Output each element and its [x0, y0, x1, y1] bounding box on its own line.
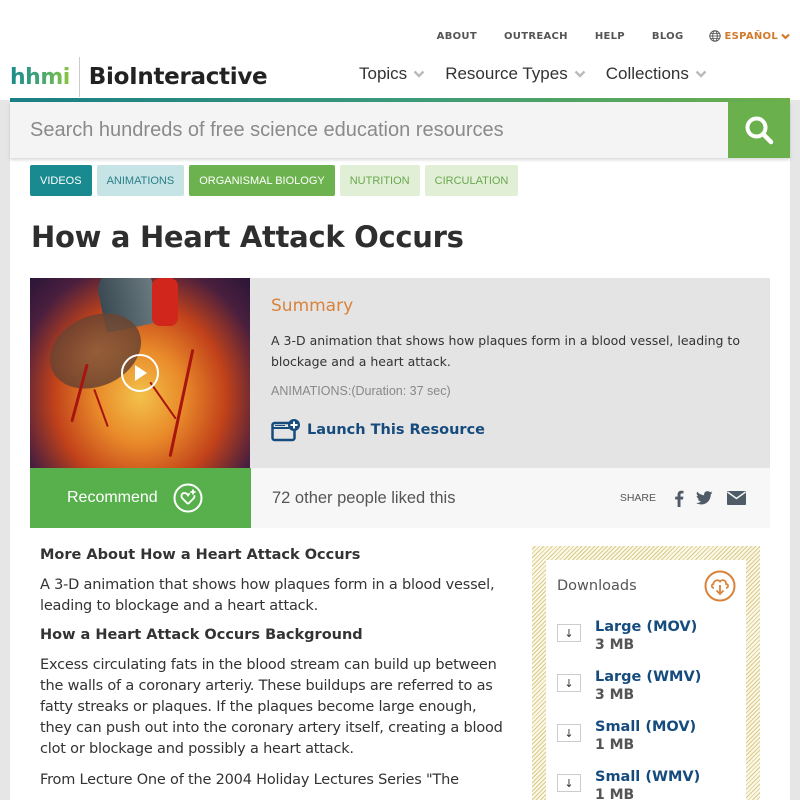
envelope-icon [727, 491, 746, 505]
language-selector[interactable] [709, 30, 790, 42]
facebook-share-button[interactable] [674, 490, 684, 507]
download-small-wmv[interactable] [557, 768, 736, 800]
thumbnail-art [149, 381, 176, 419]
share-label: SHARE [619, 492, 656, 504]
utility-link-blog[interactable]: BLOG [651, 30, 684, 42]
utility-link-help[interactable]: HELP [594, 30, 625, 42]
chevron-down-icon [574, 70, 586, 78]
nav-resource-types[interactable] [445, 64, 586, 84]
download-name: Large (WMV) [595, 669, 702, 685]
likes-count: 72 other people liked this [272, 488, 456, 507]
resource-description [40, 547, 510, 800]
tag-list [30, 165, 518, 196]
utility-link-outreach[interactable]: OUTREACH [503, 30, 568, 42]
tag-nutrition[interactable]: NUTRITION [340, 165, 420, 196]
twitter-share-button[interactable] [696, 491, 713, 505]
recommend-bar [30, 468, 770, 528]
summary-text: A 3-D animation that shows how plaques form in a blood vessel, leading to blockage and a heart attack. [271, 333, 740, 369]
utility-link-about[interactable]: ABOUT [436, 30, 477, 42]
download-arrow-icon: ↓ [557, 674, 581, 692]
download-arrow-icon: ↓ [557, 774, 581, 792]
page-gutter-left [0, 100, 10, 800]
nav-topics-label: Topics [359, 64, 408, 83]
thumbnail-art [152, 278, 178, 326]
tag-animations[interactable]: ANIMATIONS [97, 165, 185, 196]
launch-window-icon [271, 418, 301, 442]
chevron-down-icon [781, 33, 790, 40]
download-arrow-icon: ↓ [557, 724, 581, 742]
tag-circulation[interactable]: CIRCULATION [425, 165, 519, 196]
twitter-icon [696, 491, 713, 505]
more-about-heading: More About How a Heart Attack Occurs [40, 547, 361, 563]
download-name: Small (MOV) [595, 719, 697, 735]
more-about-text: A 3-D animation that shows how plaques form in a blood vessel, leading to blockage and a heart attack. [40, 577, 495, 614]
biointeractive-logo: BioInteractive [88, 64, 268, 90]
summary-panel [250, 278, 770, 468]
nav-collections-label: Collections [605, 64, 689, 83]
main-nav [359, 64, 727, 84]
chevron-down-icon [413, 70, 425, 78]
language-label: ESPAÑOL [724, 30, 778, 42]
share-links [620, 468, 770, 528]
hhmi-logo: hhmi [10, 64, 70, 90]
chevron-down-icon [695, 70, 707, 78]
resource-hero [30, 278, 770, 468]
cloud-download-icon [704, 570, 736, 602]
recommend-button[interactable] [30, 468, 251, 528]
launch-resource-link[interactable] [271, 418, 750, 442]
launch-resource-label: Launch This Resource [307, 422, 485, 438]
download-arrow-icon: ↓ [557, 624, 581, 642]
nav-topics[interactable] [359, 64, 425, 84]
download-size: 3 MB [595, 637, 635, 653]
download-small-mov[interactable] [557, 718, 736, 754]
search-button[interactable] [728, 102, 790, 158]
facebook-icon [674, 490, 684, 507]
search-input[interactable] [10, 102, 728, 158]
heart-plus-icon [173, 483, 203, 513]
download-large-wmv[interactable] [557, 668, 736, 704]
downloads-title: Downloads [557, 578, 637, 594]
email-share-button[interactable] [727, 491, 746, 505]
play-icon [132, 364, 148, 382]
logo-divider [79, 57, 80, 97]
downloads-panel [532, 546, 760, 800]
thumbnail-art [169, 349, 195, 457]
thumbnail-art [93, 389, 109, 427]
download-name: Small (WMV) [595, 769, 701, 785]
recommend-label: Recommend [67, 489, 158, 506]
download-size: 1 MB [595, 787, 635, 800]
utility-nav [410, 30, 790, 42]
tag-videos[interactable]: VIDEOS [30, 165, 92, 196]
summary-title: Summary [271, 296, 354, 316]
search-form [10, 102, 790, 158]
video-thumbnail[interactable] [30, 278, 250, 468]
nav-resource-types-label: Resource Types [445, 64, 568, 83]
download-size: 1 MB [595, 737, 635, 753]
search-icon [743, 114, 775, 146]
source-text: From Lecture One of the 2004 Holiday Lectures Series "The [40, 772, 459, 788]
page-title: How a Heart Attack Occurs [31, 220, 464, 254]
download-name: Large (MOV) [595, 619, 698, 635]
background-text: Excess circulating fats in the blood stream can build up between the walls of a coronary arteriy. These buildups are referred to as fatty streaks or plaques. If the plaques become large enough, they can push out into the coronary artery itself, creating a blood clot or blockage and possibly a heart attack. [40, 657, 503, 757]
page-gutter-right [790, 100, 800, 800]
resource-meta: ANIMATIONS:(Duration: 37 sec) [271, 384, 451, 398]
tag-organismal-biology[interactable]: ORGANISMAL BIOLOGY [189, 165, 335, 196]
play-button[interactable] [121, 354, 159, 392]
download-size: 3 MB [595, 687, 635, 703]
download-large-mov[interactable] [557, 618, 736, 654]
site-logo[interactable] [10, 57, 267, 97]
nav-collections[interactable] [606, 64, 707, 84]
background-heading: How a Heart Attack Occurs Background [40, 627, 363, 643]
globe-icon [709, 30, 721, 42]
